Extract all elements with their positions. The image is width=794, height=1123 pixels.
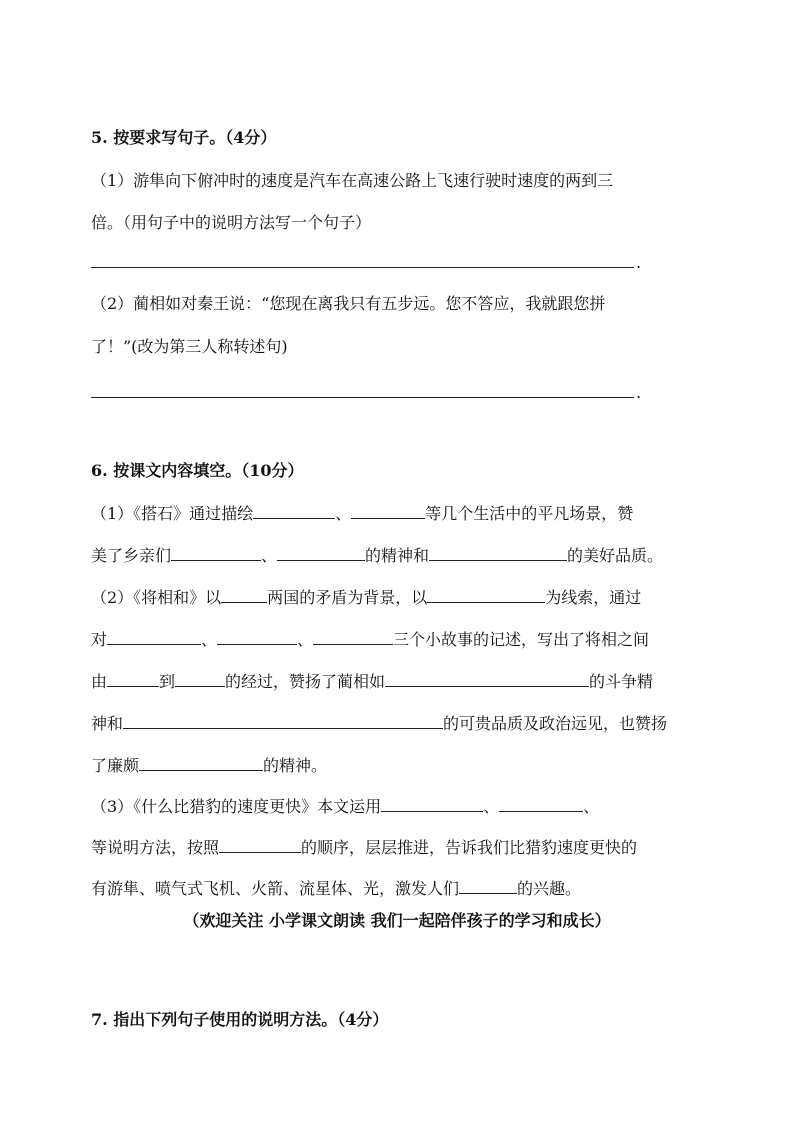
q6-text: 的经过，赞扬了蔺相如	[225, 672, 386, 691]
q6-text: 的精神。	[263, 756, 328, 775]
fill-blank[interactable]	[253, 502, 335, 519]
fill-blank[interactable]	[107, 670, 159, 687]
q6-text: 等几个生活中的平凡场景，赞	[425, 504, 634, 523]
q7-heading: 7. 指出下列句子使用的说明方法。（4分）	[91, 1010, 389, 1029]
q6-text: 、	[261, 546, 278, 565]
fill-blank[interactable]	[385, 670, 589, 687]
q6-text: 了廉颇	[91, 756, 140, 775]
q6-text: 两国的矛盾为背景，以	[267, 588, 428, 607]
q6-text: 到	[159, 672, 176, 691]
fill-blank[interactable]	[175, 670, 225, 687]
q5-item2-line1: （2）蔺相如对秦王说：“您现在离我只有五步远。您不答应，我就跟您拼	[91, 294, 606, 313]
q6-text: （2）《将相和》以	[91, 588, 222, 607]
q6-text: 为线索，通过	[545, 588, 642, 607]
fill-blank[interactable]	[429, 544, 567, 561]
q6-line-7	[91, 754, 327, 777]
q6-text: 美了乡亲们	[91, 546, 172, 565]
q6-line-9	[91, 836, 637, 859]
q5-answer-period-2: .	[636, 383, 642, 402]
q6-text: 等说明方法，按照	[91, 838, 220, 857]
promo-note: （欢迎关注 小学课文朗读 我们一起陪伴孩子的学习和成长）	[183, 911, 611, 930]
fill-blank[interactable]	[313, 628, 393, 645]
q6-text: 、	[583, 797, 600, 816]
fill-blank[interactable]	[499, 795, 583, 812]
q6-text: 的顺序，层层推进，告诉我们比猎豹速度更快的	[301, 838, 638, 857]
q5-answer-line-2[interactable]	[91, 397, 634, 398]
q5-item1-line2: 倍。（用句子中的说明方法写一个句子）	[91, 213, 372, 232]
q6-text: 的精神和	[365, 546, 430, 565]
q6-text: （1）《搭石》通过描绘	[91, 504, 254, 523]
q6-text: 三个小故事的记述，写出了将相之间	[393, 630, 650, 649]
fill-blank[interactable]	[123, 712, 443, 729]
q6-text: 的可贵品质及政治远见，也赞扬	[443, 714, 668, 733]
q6-text: 的斗争精	[589, 672, 654, 691]
q6-heading: 6. 按课文内容填空。（10分）	[91, 461, 304, 480]
fill-blank[interactable]	[217, 628, 297, 645]
fill-blank[interactable]	[139, 754, 263, 771]
q5-heading: 5. 按要求写句子。（4分）	[91, 128, 277, 147]
q6-line-4	[91, 628, 649, 651]
fill-blank[interactable]	[219, 836, 301, 853]
q5-item2-line2: 了！”(改为第三人称转述句)	[91, 337, 288, 356]
q6-line-2	[91, 544, 663, 567]
q6-text: 由	[91, 672, 108, 691]
q6-line-5	[91, 670, 653, 693]
q6-text: 的兴趣。	[517, 879, 582, 898]
q6-text: 对	[91, 630, 108, 649]
q6-text: 神和	[91, 714, 124, 733]
q6-line-6	[91, 712, 667, 735]
q6-text: 、	[297, 630, 314, 649]
fill-blank[interactable]	[427, 586, 545, 603]
q6-line-8	[91, 795, 599, 818]
q6-text: 、	[483, 797, 500, 816]
fill-blank[interactable]	[277, 544, 365, 561]
fill-blank[interactable]	[351, 502, 425, 519]
fill-blank[interactable]	[107, 628, 201, 645]
fill-blank[interactable]	[381, 795, 483, 812]
q6-line-1	[91, 502, 633, 525]
q6-text: 、	[201, 630, 218, 649]
q6-text: 有游隼、喷气式飞机、火箭、流星体、光，激发人们	[91, 879, 460, 898]
q5-item1-line1: （1）游隼向下俯冲时的速度是汽车在高速公路上飞速行驶时速度的两到三	[91, 171, 614, 190]
fill-blank[interactable]	[221, 586, 267, 603]
q6-line-3	[91, 586, 641, 609]
fill-blank[interactable]	[171, 544, 261, 561]
q6-line-10	[91, 877, 581, 900]
q6-text: 的美好品质。	[567, 546, 664, 565]
q6-text: 、	[335, 504, 352, 523]
q6-text: （3）《什么比猎豹的速度更快》本文运用	[91, 797, 382, 816]
q5-answer-period-1: .	[636, 253, 642, 272]
fill-blank[interactable]	[459, 877, 517, 894]
q5-answer-line-1[interactable]	[91, 267, 634, 268]
